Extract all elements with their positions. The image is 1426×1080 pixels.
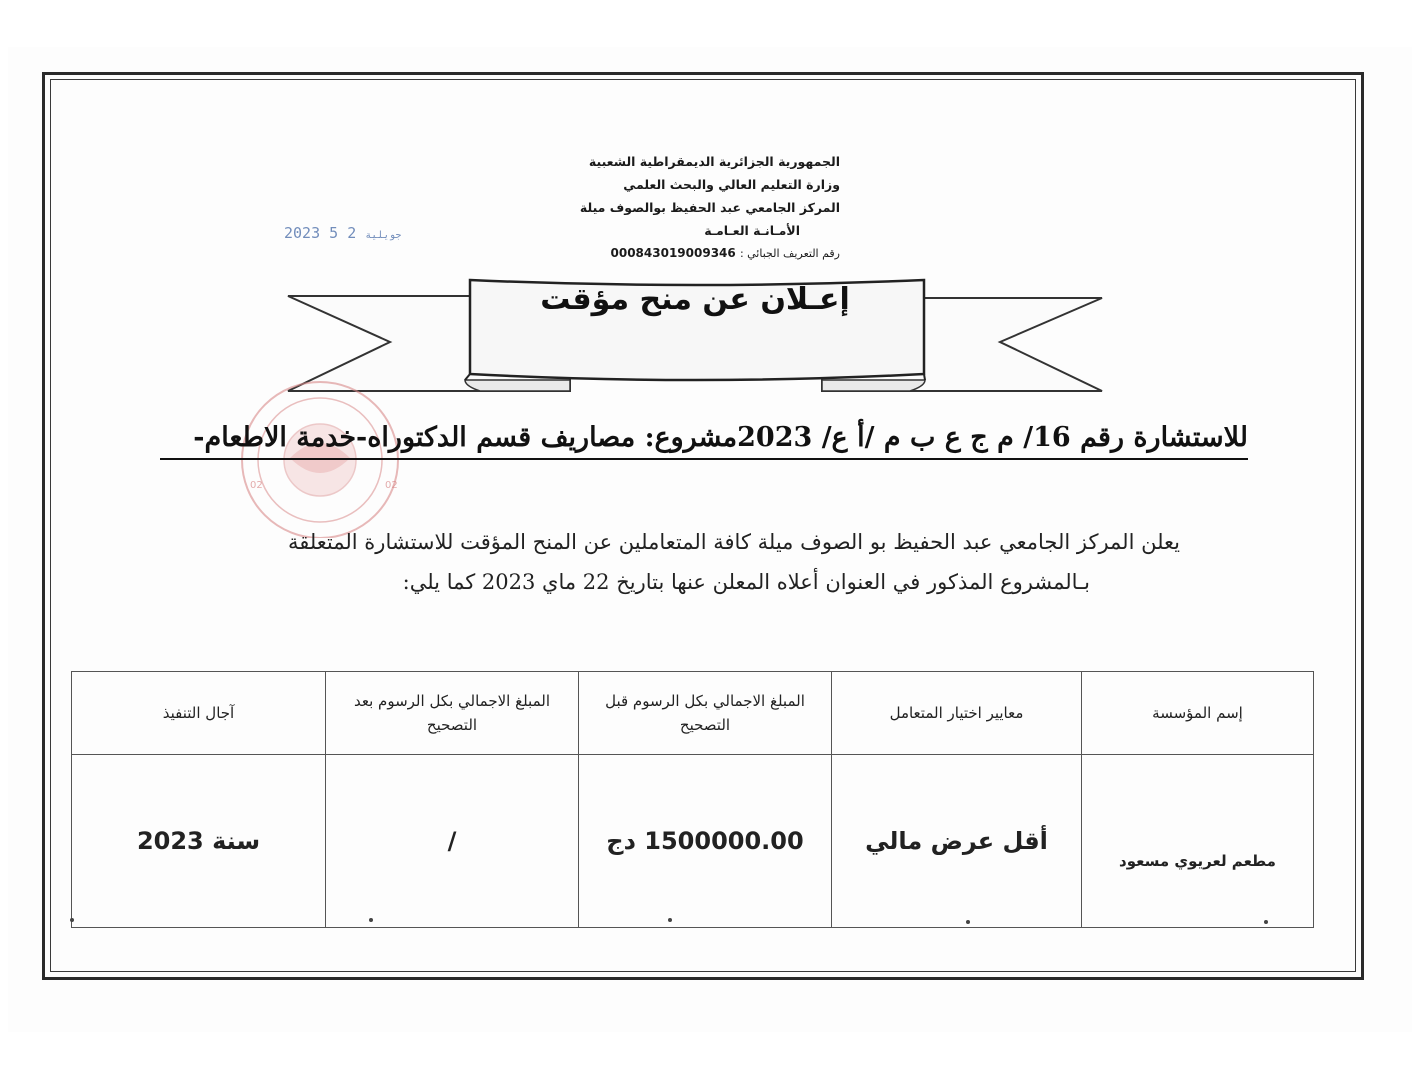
scan-dot (668, 918, 672, 922)
center-name: المركز الجامعي عبد الحفيظ بوالصوف ميلة (579, 200, 840, 215)
announcement-body (220, 522, 1180, 602)
ministry-name: وزارة التعليم العالي والبحث العلمي (623, 177, 840, 192)
award-table (71, 671, 1314, 928)
scan-dot (70, 918, 74, 922)
header-amount-after: المبلغ الاجمالي بكل الرسوم بعد التصحيح (326, 672, 579, 755)
date-stamp-month: جويلية (365, 230, 402, 241)
header-criteria: معايير اختيار المتعامل (832, 672, 1082, 755)
table-row (72, 755, 1314, 928)
tax-id-value: 000843019009346 (610, 246, 736, 260)
letterhead (540, 150, 840, 265)
body-line-1: يعلن المركز الجامعي عبد الحفيظ بو الصوف ميلة كافة المتعاملين عن المنح المؤقت للاستشارة المتعلقة (287, 530, 1180, 554)
svg-text:02: 02 (385, 480, 398, 491)
date-stamp-year: 2023 (284, 224, 321, 242)
cell-criteria: أقل عرض مالي (832, 755, 1082, 928)
scan-dot (1264, 920, 1268, 924)
date-stamp (284, 224, 401, 242)
secretariat-name: الأمـانـة العـامـة (704, 223, 800, 238)
cell-deadline: سنة 2023 (72, 755, 326, 928)
date-stamp-day: 2 5 (329, 224, 357, 242)
announcement-title: إعـلان عن منح مؤقت (540, 282, 850, 317)
cell-amount-before: 1500000.00 دج (579, 755, 832, 928)
header-deadline: آجال التنفيذ (72, 672, 326, 755)
consultation-subject: للاستشارة رقم 16/ م ج ع ب م /أ ع/ 2023مشروع: مصاريف قسم الدكتوراه-خدمة الاطعام- (160, 418, 1248, 460)
scan-dot (966, 920, 970, 924)
republic-name: الجمهورية الجزائرية الديمقراطية الشعبية (588, 154, 840, 169)
tax-id-label: رقم التعريف الجبائي : (739, 247, 840, 260)
cell-company: مطعم لعريوي مسعود (1082, 755, 1314, 928)
scan-dot (369, 918, 373, 922)
tax-id (540, 242, 840, 265)
body-line-2: بـالمشروع المذكور في العنوان أعلاه المعلن عنها بتاريخ 22 ماي 2023 كما يلي: (402, 570, 1090, 594)
svg-text:02: 02 (250, 480, 263, 491)
cell-amount-after: / (326, 755, 579, 928)
header-company: إسم المؤسسة (1082, 672, 1314, 755)
table-header-row (72, 672, 1314, 755)
header-amount-before: المبلغ الاجمالي بكل الرسوم قبل التصحيح (579, 672, 832, 755)
